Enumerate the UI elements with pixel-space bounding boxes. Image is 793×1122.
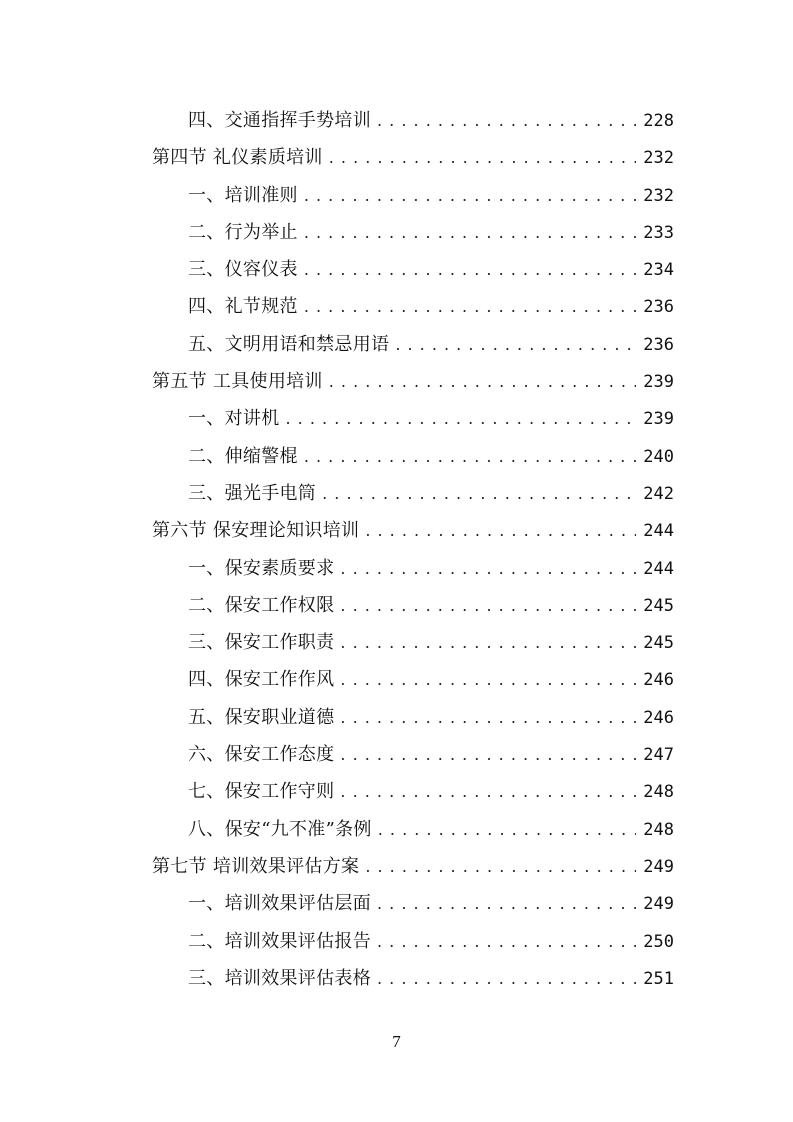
toc-entry-title: 第七节 培训效果评估方案 [152,855,360,877]
toc-entry-title: 五、保安职业道德 [188,706,335,728]
toc-dot-leader [340,699,636,736]
toc-entry[interactable] [152,177,674,214]
toc-entry-page: 234 [643,260,674,281]
toc-dot-leader [378,811,636,848]
toc-entry-page: 244 [643,558,674,579]
toc-entry[interactable] [152,512,674,549]
toc-dot-leader [365,512,636,549]
toc-entry-title: 五、文明用语和禁忌用语 [188,333,390,355]
toc-entry[interactable] [152,363,674,400]
toc-entry[interactable] [152,699,674,736]
toc-entry[interactable] [152,214,674,251]
toc-entry-page: 242 [643,483,674,504]
toc-entry-title: 二、伸缩警棍 [188,445,298,467]
toc-entry-page: 236 [643,334,674,355]
toc-entry-page: 245 [643,595,674,616]
toc-entry[interactable] [152,475,674,512]
toc-dot-leader [340,624,636,661]
toc-entry[interactable] [152,400,674,437]
toc-entry-title: 二、行为举止 [188,221,298,243]
toc-dot-leader [377,102,636,139]
toc-dot-leader [340,550,636,587]
toc-entry-title: 四、礼节规范 [188,296,298,318]
toc-entry-page: 251 [643,968,674,989]
toc-dot-leader [329,139,636,176]
toc-dot-leader [340,773,636,810]
toc-entry-title: 一、保安素质要求 [188,557,335,579]
toc-entry[interactable] [152,624,674,661]
toc-entry-page: 247 [643,745,674,766]
toc-dot-leader [304,177,636,214]
toc-entry-title: 第六节 保安理论知识培训 [152,520,360,542]
toc-dot-leader [365,848,636,885]
toc-entry-title: 六、保安工作态度 [188,744,335,766]
toc-entry[interactable] [152,811,674,848]
page-number: 7 [392,1032,401,1051]
toc-entry[interactable] [152,139,674,176]
toc-entry-title: 第五节 工具使用培训 [152,371,323,393]
toc-entry-page: 233 [643,222,674,243]
toc-entry-title: 一、培训效果评估层面 [188,893,371,915]
toc-entry-page: 250 [643,931,674,952]
toc-entry[interactable] [152,251,674,288]
toc-dot-leader [286,400,637,437]
toc-entry-title: 第四节 礼仪素质培训 [152,147,323,169]
toc-dot-leader [377,885,636,922]
toc-entry-title: 七、保安工作守则 [188,781,335,803]
table-of-contents [152,102,674,997]
toc-entry[interactable] [152,438,674,475]
toc-entry[interactable] [152,848,674,885]
toc-entry-page: 236 [643,297,674,318]
toc-entry-title: 八、保安“九不准”条例 [188,818,372,840]
toc-dot-leader [340,661,636,698]
toc-entry[interactable] [152,550,674,587]
toc-entry-page: 246 [643,670,674,691]
toc-entry[interactable] [152,960,674,997]
toc-entry-page: 248 [643,782,674,803]
toc-entry-page: 232 [643,148,674,169]
toc-dot-leader [304,214,636,251]
toc-dot-leader [340,736,636,773]
toc-entry-page: 232 [643,185,674,206]
toc-entry-page: 244 [643,521,674,542]
toc-dot-leader [340,587,636,624]
toc-dot-leader [322,475,636,512]
toc-dot-leader [377,960,636,997]
toc-entry[interactable] [152,923,674,960]
toc-entry-page: 249 [643,894,674,915]
toc-entry-title: 一、对讲机 [188,408,280,430]
toc-entry[interactable] [152,661,674,698]
toc-dot-leader [304,438,636,475]
toc-entry-title: 三、强光手电筒 [188,482,317,504]
toc-entry-title: 四、交通指挥手势培训 [188,110,371,131]
toc-entry-page: 249 [643,856,674,877]
toc-entry-page: 245 [643,633,674,654]
toc-entry-page: 228 [643,111,674,131]
toc-entry-page: 248 [643,819,674,840]
toc-entry[interactable] [152,587,674,624]
toc-entry[interactable] [152,736,674,773]
toc-entry-page: 246 [643,707,674,728]
toc-dot-leader [395,326,636,363]
toc-entry[interactable] [152,885,674,922]
toc-entry-title: 二、培训效果评估报告 [188,930,371,952]
toc-entry-title: 一、培训准则 [188,184,298,206]
toc-entry-title: 四、保安工作作风 [188,669,335,691]
toc-entry-page: 240 [643,446,674,467]
toc-entry-title: 三、保安工作职责 [188,632,335,654]
toc-dot-leader [329,363,636,400]
toc-entry-page: 239 [643,372,674,393]
toc-entry-page: 239 [643,409,674,430]
toc-entry-title: 二、保安工作权限 [188,594,335,616]
toc-dot-leader [377,923,636,960]
toc-dot-leader [304,288,636,325]
toc-dot-leader [304,251,636,288]
toc-entry[interactable] [152,773,674,810]
toc-entry[interactable] [152,326,674,363]
toc-entry-title: 三、培训效果评估表格 [188,967,371,989]
toc-entry[interactable] [152,288,674,325]
toc-entry-title: 三、仪容仪表 [188,259,298,281]
toc-entry[interactable] [152,102,674,139]
